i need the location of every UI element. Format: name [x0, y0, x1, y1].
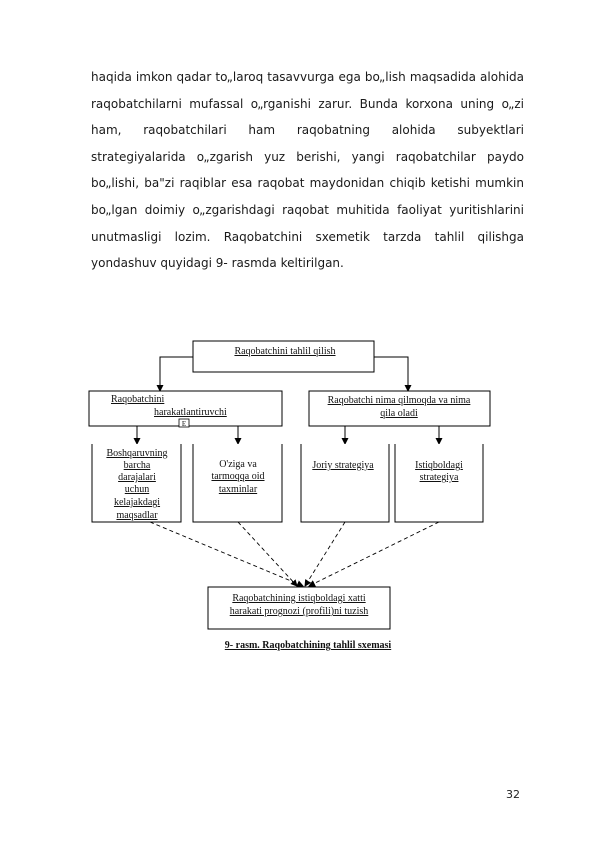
box-future-strategy: [395, 444, 483, 522]
paragraph-line: haqida imkon qadar to„laroq tasavvurga ega bo„lish maqsadida alohida: [91, 70, 524, 84]
paragraph-line: bo„lishi, ba"zi raqiblar esa raqobat maydonidan chiqib ketishi mumkin: [91, 176, 524, 191]
bottom-box-line2: harakati prognozi (profili)ni tuzish: [229, 606, 369, 617]
box-goals-line: uchun: [124, 484, 150, 495]
paragraph-line: strategiyalarida o„zgarish yuz berishi, yangi raqobatchilar paydo: [91, 149, 524, 164]
box-current-strategy-line: Joriy strategiya: [312, 460, 374, 471]
paragraph-line: bo„lgan doimiy o„zgarishdagi raqobat muhitida faoliyat yuritishlarini: [91, 202, 524, 217]
paragraph-line: ham, raqobatchilari ham raqobatning alohida subyektlari: [91, 123, 524, 138]
box-current-strategy: [301, 444, 389, 522]
left-box-line1: Raqobatchini: [111, 394, 165, 405]
left-box-marker: E: [181, 420, 187, 428]
dashed-connector: [305, 522, 345, 586]
right-box-line1: Raqobatchi nima qilmoqda va nima: [327, 395, 471, 406]
figure-caption: 9- rasm. Raqobatchining tahlil sxemasi: [224, 640, 392, 651]
box-future-strategy-line: strategiya: [419, 472, 459, 483]
left-box-line2: harakatlantiruvchi: [154, 407, 227, 418]
paragraph-line: yondashuv quyidagi 9- rasmda keltirilgan.: [91, 256, 344, 271]
box-goals-line: darajalari: [118, 472, 156, 483]
box-assumptions-line: O'ziga va: [219, 459, 257, 470]
paragraph-line: unutmasligi lozim. Raqobatchini sxemetik tarzda tahlil qilishga: [91, 229, 524, 244]
box-goals-line: Boshqaruvning: [106, 448, 168, 459]
box-goals-line: kelajakdagi: [113, 497, 161, 508]
right-box-line2: qila oladi: [380, 408, 418, 419]
box-assumptions-line: taxminlar: [218, 484, 258, 495]
box-future-strategy-line: Istiqboldagi: [415, 460, 463, 471]
box-assumptions-line: tarmoqqa oid: [211, 471, 265, 482]
box-goals-line: barcha: [123, 460, 151, 471]
box-goals-line: maqsadlar: [116, 510, 158, 521]
box-assumptions: [193, 444, 282, 522]
paragraph-line: raqobatchilarni mufassal o„rganishi zarur. Bunda korxona uning o„zi: [91, 96, 524, 111]
dashed-connector: [150, 522, 303, 586]
page-number: 32: [506, 788, 520, 801]
top-box-label: Raqobatchini tahlil qilish: [234, 346, 336, 357]
bottom-box-line1: Raqobatchining istiqboldagi xatti: [232, 593, 366, 604]
connector-line: [160, 357, 193, 391]
dashed-connector: [309, 522, 439, 586]
dashed-connector: [238, 522, 297, 586]
connector-line: [374, 357, 408, 391]
